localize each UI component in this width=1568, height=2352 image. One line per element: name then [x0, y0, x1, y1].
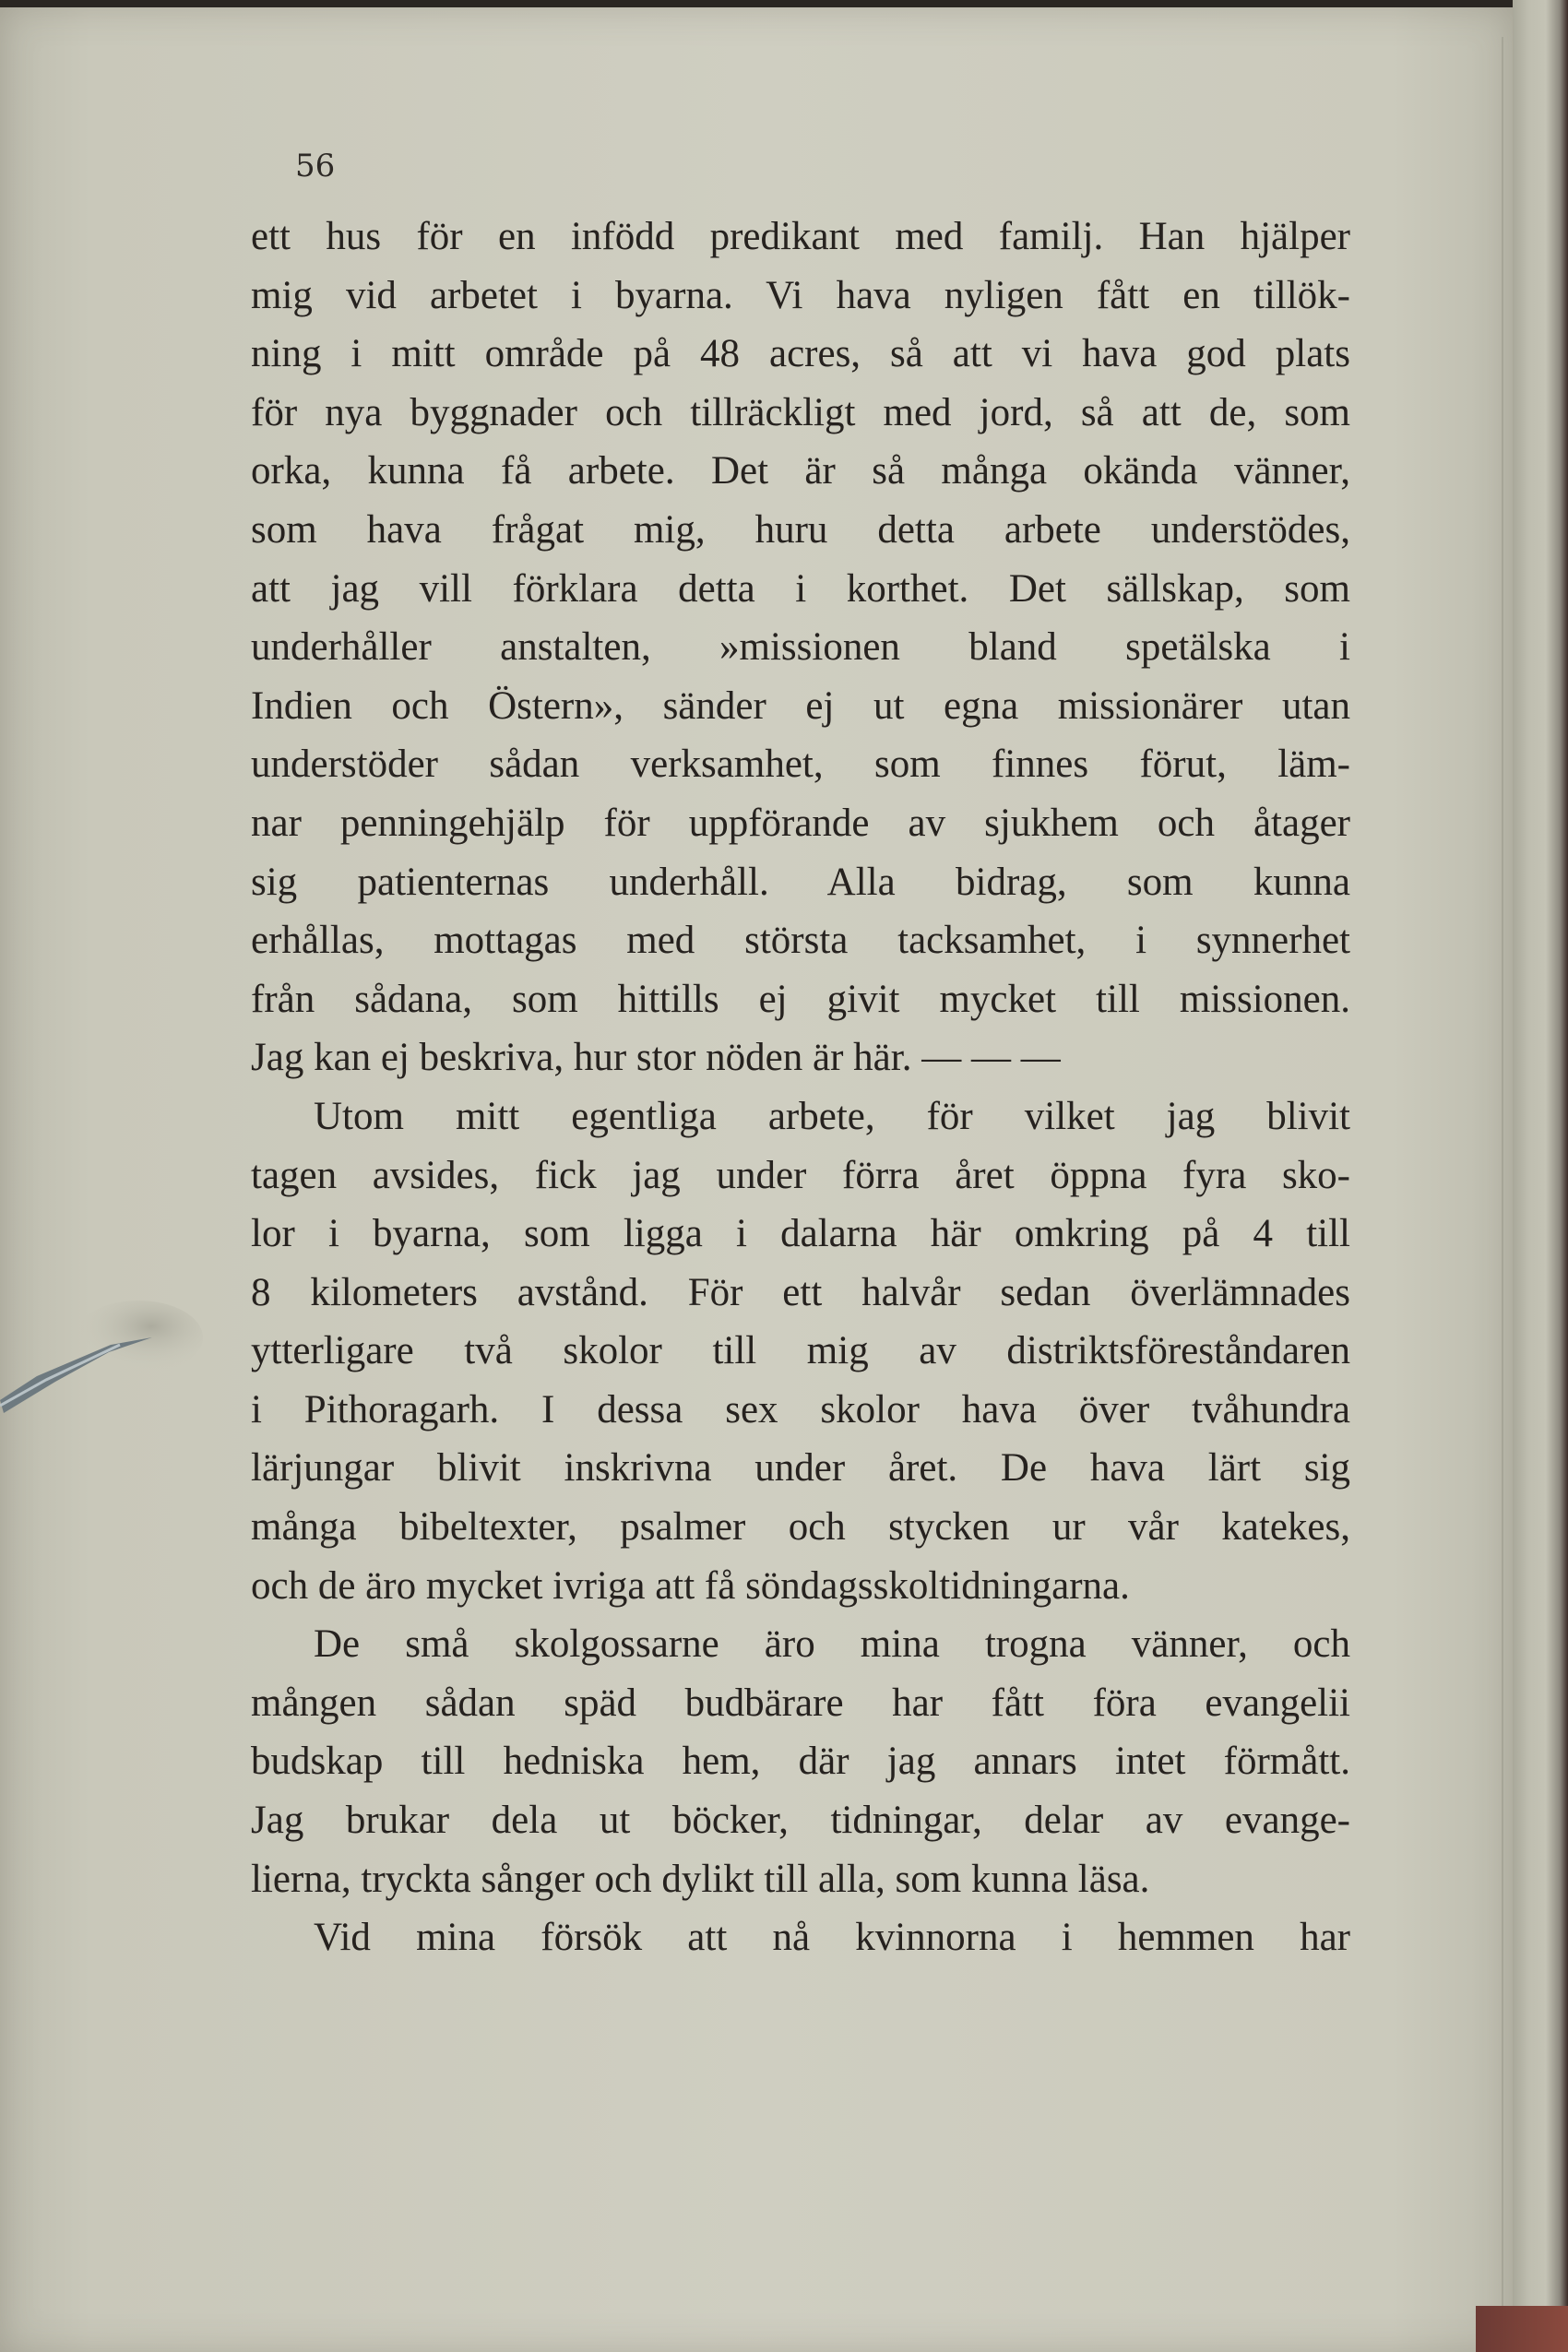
book-cover-corner	[1476, 2306, 1568, 2352]
text-line: Utom mitt egentliga arbete, för vilket jag blivit	[314, 1094, 1350, 1138]
text-line: och de äro mycket ivriga att få söndagsskoltidningarna.	[251, 1563, 1130, 1608]
text-line: från sådana, som hittills ej givit mycket till missionen.	[251, 977, 1350, 1021]
text-line: sig patienternas underhåll. Alla bidrag, som kunna	[251, 860, 1350, 904]
text-line: lärjungar blivit inskrivna under året. De hava lärt sig	[251, 1446, 1350, 1491]
text-line: Indien och Östern», sänder ej ut egna missionärer utan	[251, 683, 1350, 728]
text-line: mig vid arbetet i byarna. Vi hava nyligen fått en tillök-	[251, 273, 1350, 317]
page-body-text	[251, 208, 1350, 1967]
text-line: många bibeltexter, psalmer och stycken ur vår katekes,	[251, 1505, 1350, 1550]
text-line: ning i mitt område på 48 acres, så att vi hava god plats	[251, 332, 1350, 376]
text-line: understöder sådan verksamhet, som finnes förut, läm-	[251, 742, 1350, 787]
text-line: att jag vill förklara detta i korthet. Det sällskap, som	[251, 566, 1350, 611]
text-line: Jag kan ej beskriva, hur stor nöden är här. — — —	[251, 1036, 1061, 1080]
text-line: lor i byarna, som ligga i dalarna här omkring på 4 till	[251, 1212, 1350, 1256]
text-line: Jag brukar dela ut böcker, tidningar, delar av evange-	[251, 1799, 1350, 1843]
text-line: ett hus för en infödd predikant med familj. Han hjälper	[251, 215, 1350, 258]
text-line: som hava frågat mig, huru detta arbete understödes,	[251, 507, 1350, 552]
page-number: 56	[295, 148, 336, 184]
text-line: ytterligare två skolor till mig av distriktsföreståndaren	[251, 1329, 1350, 1373]
text-line: De små skolgossarne äro mina trogna vänner, och	[314, 1622, 1350, 1667]
text-line: underhåller anstalten, »missionen bland spetälska i	[251, 625, 1350, 670]
page-edge	[1502, 37, 1503, 2306]
text-line: mången sådan späd budbärare har fått föra evangelii	[251, 1681, 1350, 1725]
text-line: Vid mina försök att nå kvinnorna i hemmen har	[314, 1916, 1350, 1960]
text-line: lierna, tryckta sånger och dylikt till alla, som kunna läsa.	[251, 1857, 1150, 1901]
bookmark-ribbon	[0, 1291, 203, 1439]
text-line: för nya byggnader och tillräckligt med jord, så att de, som	[251, 390, 1350, 434]
text-line: 8 kilometers avstånd. För ett halvår sedan överlämnades	[251, 1270, 1350, 1314]
text-line: erhållas, mottagas med största tacksamhet, i synnerhet	[251, 919, 1350, 963]
text-line: orka, kunna få arbete. Det är så många okända vänner,	[251, 449, 1350, 493]
book-binding-edge	[1513, 0, 1568, 2352]
text-line: tagen avsides, fick jag under förra året öppna fyra sko-	[251, 1153, 1350, 1197]
text-line: i Pithoragarh. I dessa sex skolor hava över tvåhundra	[251, 1387, 1350, 1431]
text-line: budskap till hedniska hem, där jag annars intet förmått.	[251, 1740, 1350, 1784]
text-line: nar penningehjälp för uppförande av sjukhem och åtager	[251, 801, 1350, 845]
